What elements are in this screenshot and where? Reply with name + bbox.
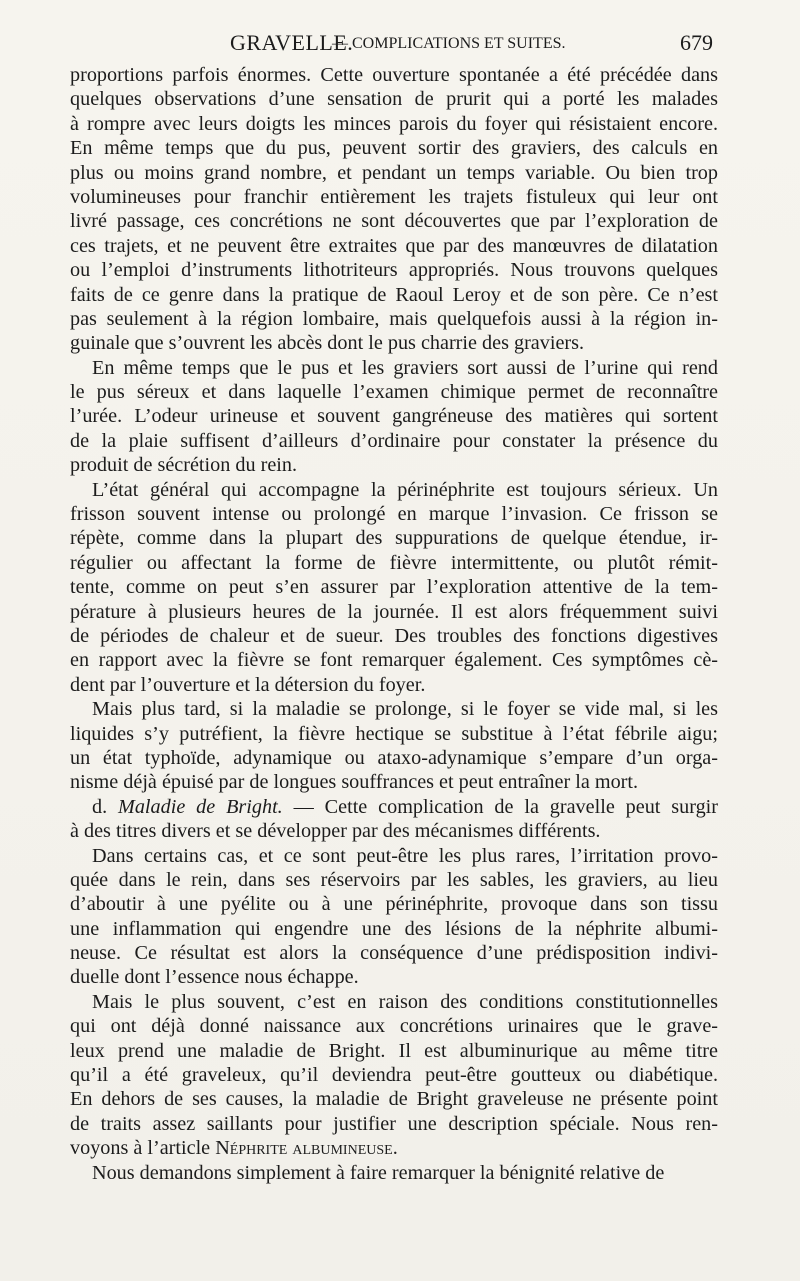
text-line: le pus séreux et dans laquelle l’examen chimique permet de reconnaître xyxy=(70,381,718,404)
text-line: voyons à l’article xyxy=(70,1137,211,1160)
text-line: quée dans le rein, dans ses réservoirs par les sables, les graviers, au lieu xyxy=(70,868,718,891)
text-line: répète, comme dans la plupart des suppurations de quelque étendue, ir- xyxy=(70,527,718,550)
text-line: nisme déjà épuisé par de longues souffrances et peut entraîner la mort. xyxy=(70,771,639,794)
text-line: qui ont déjà donné naissance aux concrétions urinaires que le grave- xyxy=(70,1015,718,1038)
text-line: proportions parfois énormes. Cette ouverture spontanée a été précédée dans xyxy=(70,64,718,86)
page-body xyxy=(70,63,718,1185)
text-line: Dans certains cas, et ce sont peut-être les plus rares, l’irritation provo- xyxy=(92,844,718,867)
text-line: un état typhoïde, adynamique ou ataxo-adynamique s’empare d’un orga- xyxy=(70,746,718,769)
text-line: de périodes de chaleur et de sueur. Des troubles des fonctions digestives xyxy=(70,624,718,647)
text-line: de la plaie suffisent d’ailleurs d’ordinaire pour constater la présence du xyxy=(70,429,718,452)
text-line: ces trajets, et ne peuvent être extraites que par des manœuvres de dilatation xyxy=(70,234,718,257)
text-line: Mais plus tard, si la maladie se prolonge, si le foyer se vide mal, si les xyxy=(92,698,718,721)
text-line: une inflammation qui engendre une des lésions de la néphrite albumi- xyxy=(70,917,718,940)
text-line: En même temps que du pus, peuvent sortir des graviers, des calculs en xyxy=(70,137,718,160)
text-line: duelle dont l’essence nous échappe. xyxy=(70,966,359,989)
header-title: GRAVELLE. xyxy=(230,30,354,55)
text-line: neuse. Ce résultat est alors la conséquence d’une prédisposition indivi- xyxy=(70,942,718,965)
text-line: livré passage, ces concrétions ne sont découvertes que par l’exploration de xyxy=(70,210,718,233)
cross-reference-line xyxy=(70,1136,718,1160)
section-heading-line xyxy=(70,795,718,819)
text-line: produit de sécrétion du rein. xyxy=(70,454,298,477)
text-line: pas seulement à la région lombaire, mais quelquefois aussi à la région in- xyxy=(70,307,718,330)
text-line: leux prend une maladie de Bright. Il est albuminurique au même titre xyxy=(70,1039,718,1062)
section-letter: d. xyxy=(92,795,108,818)
text-line: faits de ce genre dans la pratique de Raoul Leroy et de son père. Ce n’est xyxy=(70,283,718,306)
cross-reference-period: . xyxy=(392,1137,398,1160)
text-line: l’urée. L’odeur urineuse et souvent gangréneuse des matières qui sortent xyxy=(70,405,718,428)
text-line: quelques observations d’une sensation de prurit qui a porté les malades xyxy=(70,88,718,111)
header-running-title: — COMPLICATIONS ET SUITES. xyxy=(332,35,566,52)
text-line: L’état général qui accompagne la périnéphrite est toujours sérieux. Un xyxy=(92,478,718,501)
text-line: tente, comme on peut s’en assurer par l’exploration attentive de la tem- xyxy=(70,576,718,599)
text-line: ou l’emploi d’instruments lithotriteurs appropriés. Nous trouvons quelques xyxy=(70,259,718,282)
text-line: régulier ou affectant la forme de fièvre intermittente, ou plutôt rémit- xyxy=(70,551,718,574)
section-text: — Cette complication de la gravelle peut surgir xyxy=(293,795,719,818)
text-line: Nous demandons simplement à faire remarquer la bénignité relative de xyxy=(92,1161,665,1184)
text-line: liquides s’y putréfient, la fièvre hectique se substitue à l’état fébrile aigu; xyxy=(70,722,718,745)
text-line: En dehors de ses causes, la maladie de Bright graveleuse ne présente point xyxy=(70,1088,718,1111)
text-line: dent par l’ouverture et la détersion du foyer. xyxy=(70,673,426,696)
text-line: à rompre avec leurs doigts les minces parois du foyer qui résistaient encore. xyxy=(70,112,718,135)
text-line: volumineuses pour franchir entièrement les trajets fistuleux qui leur ont xyxy=(70,185,718,208)
text-line: En même temps que le pus et les graviers sort aussi de l’urine qui rend xyxy=(92,356,718,379)
section-title: Maladie de Bright. xyxy=(118,795,283,818)
text-line: Mais le plus souvent, c’est en raison des conditions constitutionnelles xyxy=(92,990,718,1013)
text-line: à des titres divers et se développer par des mécanismes différents. xyxy=(70,820,601,843)
cross-reference: Néphrite albumineuse xyxy=(215,1137,393,1160)
text-line: pérature à plusieurs heures de la journée. Il est alors fréquemment suivi xyxy=(70,600,718,623)
text-line: d’aboutir à une pyélite ou à une périnéphrite, provoque dans son tissu xyxy=(70,893,718,916)
text-line: guinale que s’ouvrent les abcès dont le pus charrie des graviers. xyxy=(70,332,585,355)
text-line: frisson souvent intense ou prolongé en marque l’invasion. Ce frisson se xyxy=(70,503,718,526)
text-line: en rapport avec la fièvre se font remarquer également. Ces symptômes cè- xyxy=(70,649,718,672)
text-line: de traits assez saillants pour justifier une description spéciale. Nous ren- xyxy=(70,1112,718,1135)
page-number: 679 xyxy=(680,30,713,55)
text-line: plus ou moins grand nombre, et pendant un temps variable. Ou bien trop xyxy=(70,161,718,184)
running-header xyxy=(0,30,800,62)
text-line: qu’il a été graveleux, qu’il deviendra peut-être goutteux ou diabétique. xyxy=(70,1064,718,1087)
